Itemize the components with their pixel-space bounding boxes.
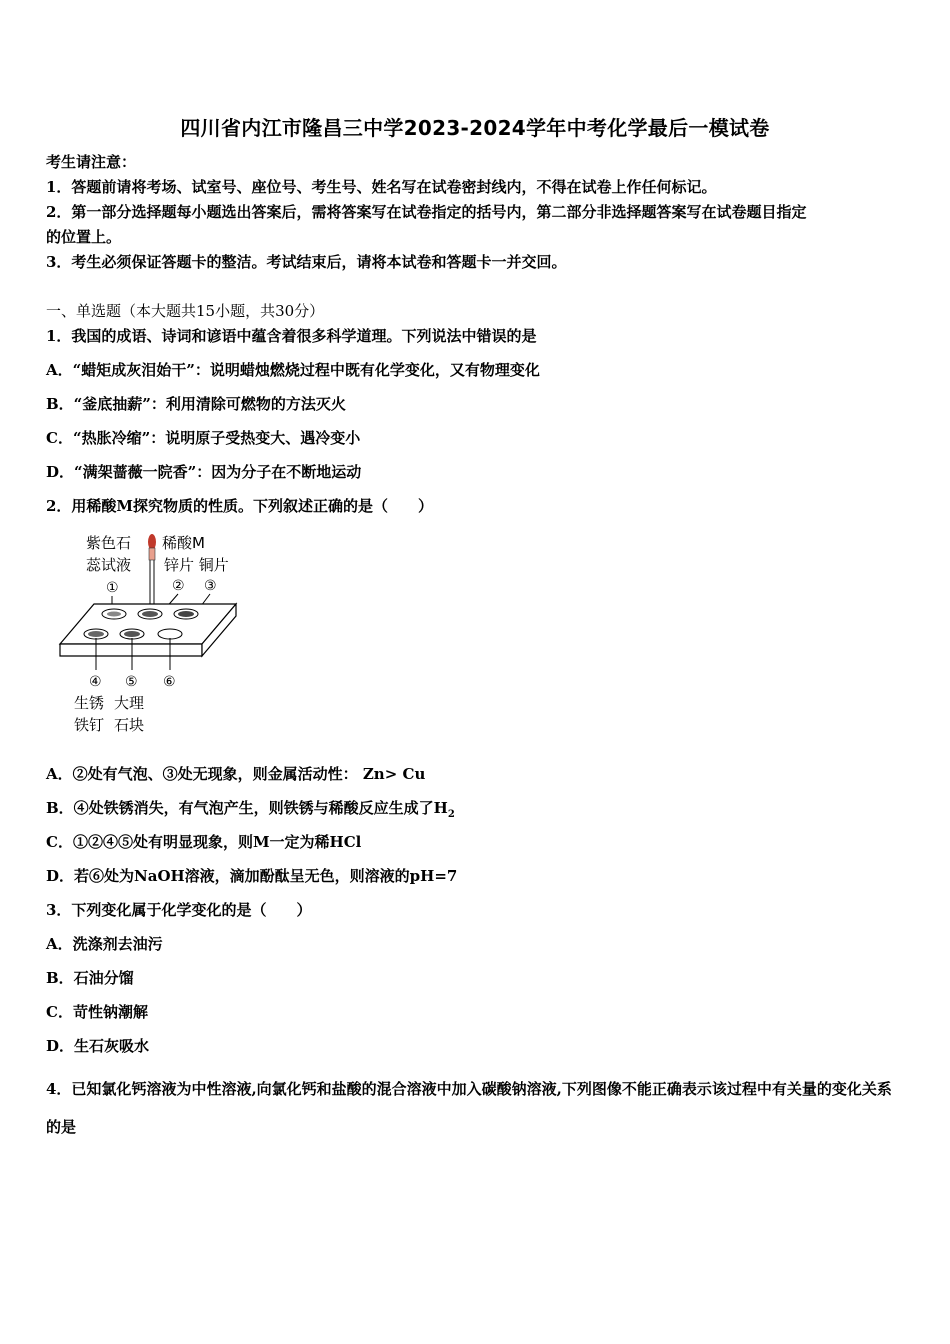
label-rusty-nail-2: 铁钉 — [74, 716, 105, 734]
section-heading: 一、单选题（本大题共15小题，共30分） — [46, 302, 325, 320]
well-number-1: ① — [106, 580, 119, 596]
question-2-option-b-text: B．④处铁锈消失，有气泡产生，则铁锈与稀酸反应生成了H — [46, 799, 448, 817]
page-title: 四川省内江市隆昌三中学2023-2024学年中考化学最后一模试卷 — [180, 116, 770, 140]
question-4-stem: 4．已知氯化钙溶液为中性溶液,向氯化钙和盐酸的混合溶液中加入碳酸钠溶液,下列图像不能正确表示该过程中有关量的变化关系的是 — [46, 1080, 892, 1136]
question-1-option-a: A．“蜡矩成灰泪始干”：说明蜡烛燃烧过程中既有化学变化，又有物理变化 — [46, 361, 540, 379]
well-number-3: ③ — [204, 578, 217, 594]
well-number-4: ④ — [89, 674, 102, 690]
well-number-5: ⑤ — [125, 674, 138, 690]
label-marble-1: 大理 — [114, 694, 145, 712]
question-2-stem: 2．用稀酸M探究物质的性质。下列叙述正确的是（ ） — [46, 497, 434, 515]
question-3-option-c: C．苛性钠潮解 — [46, 1003, 148, 1021]
spot-plate-figure — [52, 530, 252, 735]
label-litmus-1: 紫色石 — [86, 534, 132, 552]
subscript: 2 — [447, 809, 455, 820]
question-1-option-b: B．“釜底抽薪”：利用清除可燃物的方法灭火 — [46, 395, 346, 413]
label-marble-2: 石块 — [114, 716, 145, 734]
question-2-option-a: A．②处有气泡、③处无现象，则金属活动性： Zn> Cu — [46, 765, 426, 783]
well-number-6: ⑥ — [163, 674, 176, 690]
notice-item: 3．考生必须保证答题卡的整洁。考试结束后，请将本试卷和答题卡一并交回。 — [46, 253, 567, 271]
dropper-icon — [148, 534, 156, 612]
spot-plate-diagram — [52, 530, 252, 735]
question-3-option-d: D．生石灰吸水 — [46, 1037, 150, 1055]
notice-item: 1．答题前请将考场、试室号、座位号、考生号、姓名写在试卷密封线内，不得在试卷上作任何标记。 — [46, 178, 717, 196]
spot-plate — [60, 604, 236, 656]
notice-item: 的位置上。 — [46, 228, 122, 246]
label-litmus-2: 蕊试液 — [86, 556, 132, 574]
question-2-option-b — [46, 798, 455, 825]
question-3-stem: 3．下列变化属于化学变化的是（ ） — [46, 901, 312, 919]
label-acid: 稀酸M — [162, 534, 205, 552]
well-number-2: ② — [172, 578, 185, 594]
question-2-option-c: C．①②④⑤处有明显现象，则M一定为稀HCl — [46, 833, 362, 851]
label-rusty-nail-1: 生锈 — [74, 694, 105, 712]
notice-item: 2．第一部分选择题每小题选出答案后，需将答案写在试卷指定的括号内，第二部分非选择题答案写在试卷题目指定 — [46, 203, 807, 221]
label-zinc-copper: 锌片 铜片 — [164, 556, 229, 574]
question-3-option-a: A．洗涤剂去油污 — [46, 935, 163, 953]
question-1-option-c: C．“热胀冷缩”：说明原子受热变大、遇冷变小 — [46, 429, 361, 447]
notice-heading: 考生请注意： — [46, 153, 137, 171]
question-1-stem: 1．我国的成语、诗词和谚语中蕴含着很多科学道理。下列说法中错误的是 — [46, 327, 537, 345]
well-6 — [158, 629, 182, 639]
question-2-option-d: D．若⑥处为NaOH溶液，滴加酚酞呈无色，则溶液的pH=7 — [46, 867, 458, 885]
question-3-option-b: B．石油分馏 — [46, 969, 134, 987]
question-1-option-d: D．“满架蔷薇一院香”：因为分子在不断地运动 — [46, 463, 362, 481]
